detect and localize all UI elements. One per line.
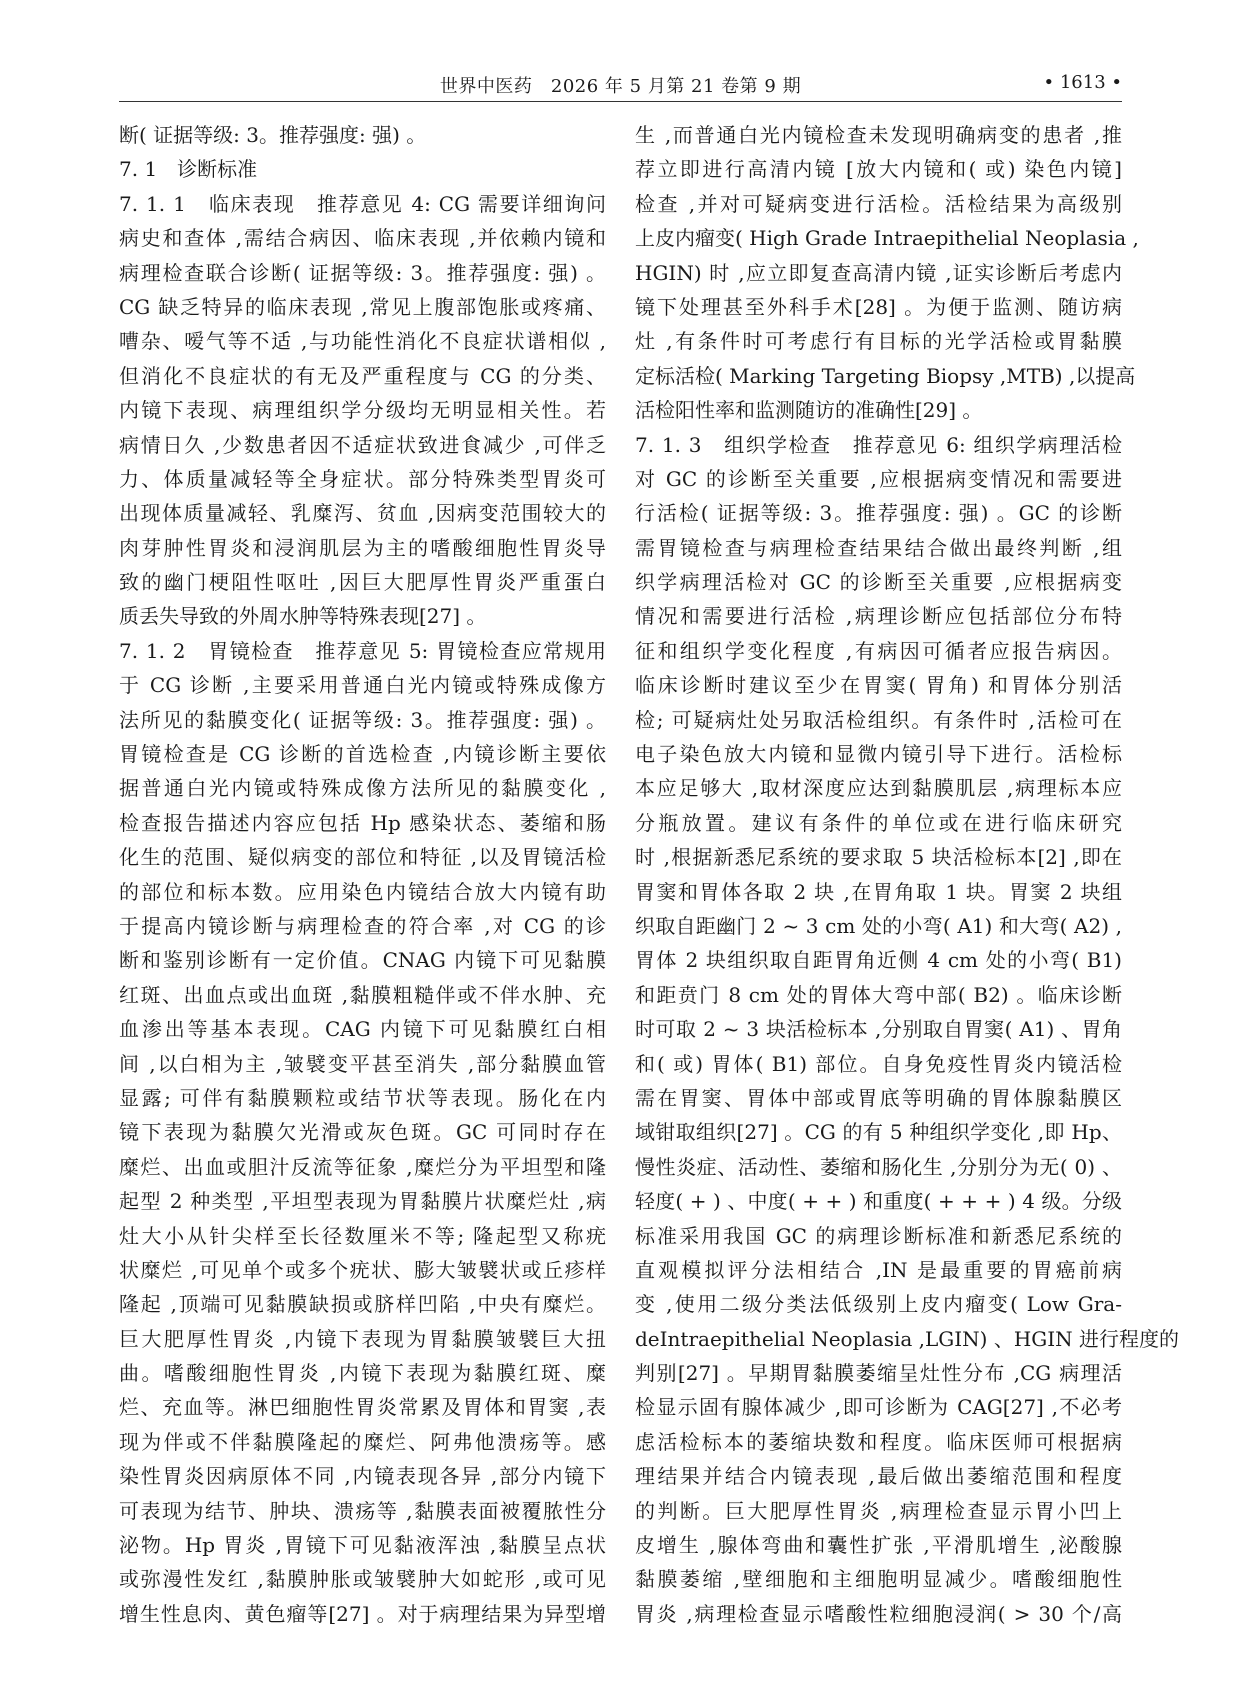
journal-issue-line: 世界中医药 2026 年 5 月第 21 卷第 9 期 — [439, 76, 802, 97]
text-line: 化生的范围、疑似病变的部位和特征 ,以及胃镜活检 — [119, 845, 606, 870]
text-line: 胃镜检查是 CG 诊断的首选检查 ,内镜诊断主要依 — [119, 742, 606, 767]
text-line: 镜下表现为黏膜欠光滑或灰色斑。GC 可同时存在 — [119, 1120, 606, 1145]
text-line: 镜下处理甚至外科手术[28] 。为便于监测、随访病 — [635, 294, 1122, 319]
text-line: 断( 证据等级: 3。推荐强度: 强) 。 — [119, 123, 427, 147]
text-line: 质丢失导致的外周水肿等特殊表现[27] 。 — [119, 604, 487, 629]
text-line: deIntraepithelial Neoplasia ,LGIN) 、HGIN 进行程度的 — [635, 1326, 1179, 1351]
text-line: 致的幽门梗阻性呕吐 ,因巨大肥厚性胃炎严重蛋白 — [119, 570, 606, 595]
text-line: 域钳取组织[27] 。CG 的有 5 种组织学变化 ,即 Hp、 — [635, 1120, 1122, 1145]
running-header — [119, 68, 1122, 98]
text-line: 对 GC 的诊断至关重要 ,应根据病变情况和需要进 — [635, 466, 1122, 491]
text-line: 间 ,以白相为主 ,皱襞变平甚至消失 ,部分黏膜血管 — [119, 1051, 606, 1076]
text-line: 力、体质量减轻等全身症状。部分特殊类型胃炎可 — [119, 466, 606, 491]
text-line: 虑活检标本的萎缩块数和程度。临床医师可根据病 — [635, 1429, 1122, 1454]
text-line: 胃体 2 块组织取自距胃角近侧 4 cm 处的小弯( B1) — [635, 948, 1122, 973]
text-line: 荐立即进行高清内镜 [放大内镜和( 或) 染色内镜] — [635, 157, 1122, 182]
text-line: 慢性炎症、活动性、萎缩和肠化生 ,分别分为无( 0) 、 — [635, 1154, 1122, 1179]
text-line: 检显示固有腺体减少 ,即可诊断为 CAG[27] ,不必考 — [635, 1395, 1122, 1420]
text-line: 黏膜萎缩 ,壁细胞和主细胞明显减少。嗜酸细胞性 — [635, 1567, 1122, 1592]
text-line: 和( 或) 胃体( B1) 部位。自身免疫性胃炎内镜活检 — [635, 1051, 1122, 1076]
text-line: 增生性息肉、黄色瘤等[27] 。对于病理结果为异型增 — [119, 1601, 606, 1626]
text-line: 内镜下表现、病理组织学分级均无明显相关性。若 — [119, 398, 606, 423]
header-rule — [119, 101, 1122, 102]
text-line: 检; 可疑病灶处另取活检组织。有条件时 ,活检可在 — [635, 707, 1122, 732]
text-line: 糜烂、出血或胆汁反流等征象 ,糜烂分为平坦型和隆 — [119, 1154, 606, 1179]
text-line: 检查 ,并对可疑病变进行活检。活检结果为高级别 — [635, 191, 1122, 216]
text-line: 据普通白光内镜或特殊成像方法所见的黏膜变化 , — [119, 776, 606, 801]
text-line: 变 ,使用二级分类法低级别上皮内瘤变( Low Gra- — [635, 1292, 1122, 1317]
text-line: 染性胃炎因病原体不同 ,内镜表现各异 ,部分内镜下 — [119, 1464, 606, 1489]
text-line: 皮增生 ,腺体弯曲和囊性扩张 ,平滑肌增生 ,泌酸腺 — [635, 1533, 1122, 1558]
text-line: 胃窦和胃体各取 2 块 ,在胃角取 1 块。胃窦 2 块组 — [635, 879, 1122, 904]
text-line: 胃炎 ,病理检查显示嗜酸性粒细胞浸润( > 30 个/高 — [635, 1601, 1122, 1626]
page-number: • 1613 • — [1043, 72, 1122, 93]
text-line: 法所见的黏膜变化( 证据等级: 3。推荐强度: 强) 。 — [119, 707, 606, 732]
text-line: CG 缺乏特异的临床表现 ,常见上腹部饱胀或疼痛、 — [119, 294, 606, 319]
text-line: 时可取 2 ~ 3 块活检标本 ,分别取自胃窦( A1) 、胃角 — [635, 1017, 1122, 1042]
text-line: 肉芽肿性胃炎和浸润肌层为主的嗜酸细胞性胃炎导 — [119, 535, 606, 560]
text-line: 生 ,而普通白光内镜检查未发现明确病变的患者 ,推 — [635, 123, 1122, 147]
text-line: 7. 1 诊断标准 — [119, 157, 258, 182]
right-column — [635, 118, 1179, 1631]
text-line: 本应足够大 ,取材深度应达到黏膜肌层 ,病理标本应 — [635, 776, 1122, 801]
text-line: 但消化不良症状的有无及严重程度与 CG 的分类、 — [119, 363, 606, 388]
text-line: 7. 1. 3 组织学检查 推荐意见 6: 组织学病理活检 — [635, 432, 1122, 457]
text-line: 病情日久 ,少数患者因不适症状致进食减少 ,可伴乏 — [119, 432, 606, 457]
text-line: 曲。嗜酸细胞性胃炎 ,内镜下表现为黏膜红斑、糜 — [119, 1361, 606, 1386]
text-line: 理结果并结合内镜表现 ,最后做出萎缩范围和程度 — [635, 1464, 1122, 1489]
left-column — [119, 118, 606, 1631]
text-line: 轻度( + ) 、中度( + + ) 和重度( + + + ) 4 级。分级 — [635, 1189, 1122, 1214]
text-line: 红斑、出血点或出血斑 ,黏膜粗糙伴或不伴水肿、充 — [119, 982, 606, 1007]
text-line: 织取自距幽门 2 ~ 3 cm 处的小弯( A1) 和大弯( A2) , — [635, 913, 1122, 938]
text-line: 征和组织学变化程度 ,有病因可循者应报告病因。 — [635, 638, 1122, 663]
text-line: 病史和查体 ,需结合病因、临床表现 ,并依赖内镜和 — [119, 226, 606, 251]
text-line: 判别[27] 。早期胃黏膜萎缩呈灶性分布 ,CG 病理活 — [635, 1361, 1122, 1386]
text-line: 活检阳性率和监测随访的准确性[29] 。 — [635, 398, 983, 423]
text-line: 显露; 可伴有黏膜颗粒或结节状等表现。肠化在内 — [119, 1085, 606, 1110]
text-line: 需在胃窦、胃体中部或胃底等明确的胃体腺黏膜区 — [635, 1085, 1122, 1110]
text-line: 可表现为结节、肿块、溃疡等 ,黏膜表面被覆脓性分 — [119, 1498, 606, 1523]
text-line: 于 CG 诊断 ,主要采用普通白光内镜或特殊成像方 — [119, 673, 606, 698]
text-line: 织学病理活检对 GC 的诊断至关重要 ,应根据病变 — [635, 570, 1122, 595]
text-line: 出现体质量减轻、乳糜泻、贫血 ,因病变范围较大的 — [119, 501, 606, 526]
text-line: 起型 2 种类型 ,平坦型表现为胃黏膜片状糜烂灶 ,病 — [119, 1189, 606, 1214]
text-line: 于提高内镜诊断与病理检查的符合率 ,对 CG 的诊 — [119, 913, 606, 938]
text-line: 需胃镜检查与病理检查结果结合做出最终判断 ,组 — [635, 535, 1122, 560]
text-line: 7. 1. 1 临床表现 推荐意见 4: CG 需要详细询问 — [119, 191, 606, 216]
text-line: 直观模拟评分法相结合 ,IN 是最重要的胃癌前病 — [635, 1257, 1122, 1282]
text-line: 烂、充血等。淋巴细胞性胃炎常累及胃体和胃窦 ,表 — [119, 1395, 606, 1420]
text-line: 行活检( 证据等级: 3。推荐强度: 强) 。GC 的诊断 — [635, 501, 1122, 526]
text-line: 血渗出等基本表现。CAG 内镜下可见黏膜红白相 — [119, 1017, 606, 1042]
text-line: 嘈杂、嗳气等不适 ,与功能性消化不良症状谱相似 , — [119, 329, 606, 354]
text-line: HGIN) 时 ,应立即复查高清内镜 ,证实诊断后考虑内 — [635, 260, 1122, 285]
text-line: 时 ,根据新悉尼系统的要求取 5 块活检标本[2] ,即在 — [635, 845, 1122, 870]
text-line: 泌物。Hp 胃炎 ,胃镜下可见黏液浑浊 ,黏膜呈点状 — [119, 1533, 606, 1558]
text-line: 上皮内瘤变( High Grade Intraepithelial Neoplasia , — [635, 226, 1139, 251]
text-line: 标准采用我国 GC 的病理诊断标准和新悉尼系统的 — [635, 1223, 1122, 1248]
text-line: 断和鉴别诊断有一定价值。CNAG 内镜下可见黏膜 — [119, 948, 606, 973]
text-line: 分瓶放置。建议有条件的单位或在进行临床研究 — [635, 810, 1122, 835]
text-line: 病理检查联合诊断( 证据等级: 3。推荐强度: 强) 。 — [119, 260, 606, 285]
text-line: 临床诊断时建议至少在胃窦( 胃角) 和胃体分别活 — [635, 673, 1122, 698]
text-line: 灶大小从针尖样至长径数厘米不等; 隆起型又称疣 — [119, 1223, 606, 1248]
text-line: 巨大肥厚性胃炎 ,内镜下表现为胃黏膜皱襞巨大扭 — [119, 1326, 606, 1351]
text-line: 的判断。巨大肥厚性胃炎 ,病理检查显示胃小凹上 — [635, 1498, 1122, 1523]
text-line: 检查报告描述内容应包括 Hp 感染状态、萎缩和肠 — [119, 810, 606, 835]
text-line: 电子染色放大内镜和显微内镜引导下进行。活检标 — [635, 742, 1122, 767]
text-line: 状糜烂 ,可见单个或多个疣状、膨大皱襞状或丘疹样 — [119, 1257, 606, 1282]
text-line: 和距贲门 8 cm 处的胃体大弯中部( B2) 。临床诊断 — [635, 982, 1122, 1007]
text-line: 隆起 ,顶端可见黏膜缺损或脐样凹陷 ,中央有糜烂。 — [119, 1292, 606, 1317]
text-line: 或弥漫性发红 ,黏膜肿胀或皱襞肿大如蛇形 ,或可见 — [119, 1567, 606, 1592]
text-line: 情况和需要进行活检 ,病理诊断应包括部位分布特 — [635, 604, 1122, 629]
text-line: 现为伴或不伴黏膜隆起的糜烂、阿弗他溃疡等。感 — [119, 1429, 606, 1454]
text-line: 定标活检( Marking Targeting Biopsy ,MTB) ,以提高 — [635, 363, 1136, 388]
text-line: 7. 1. 2 胃镜检查 推荐意见 5: 胃镜检查应常规用 — [119, 638, 606, 663]
text-line: 灶 ,有条件时可考虑行有目标的光学活检或胃黏膜 — [635, 329, 1122, 354]
text-line: 的部位和标本数。应用染色内镜结合放大内镜有助 — [119, 879, 606, 904]
